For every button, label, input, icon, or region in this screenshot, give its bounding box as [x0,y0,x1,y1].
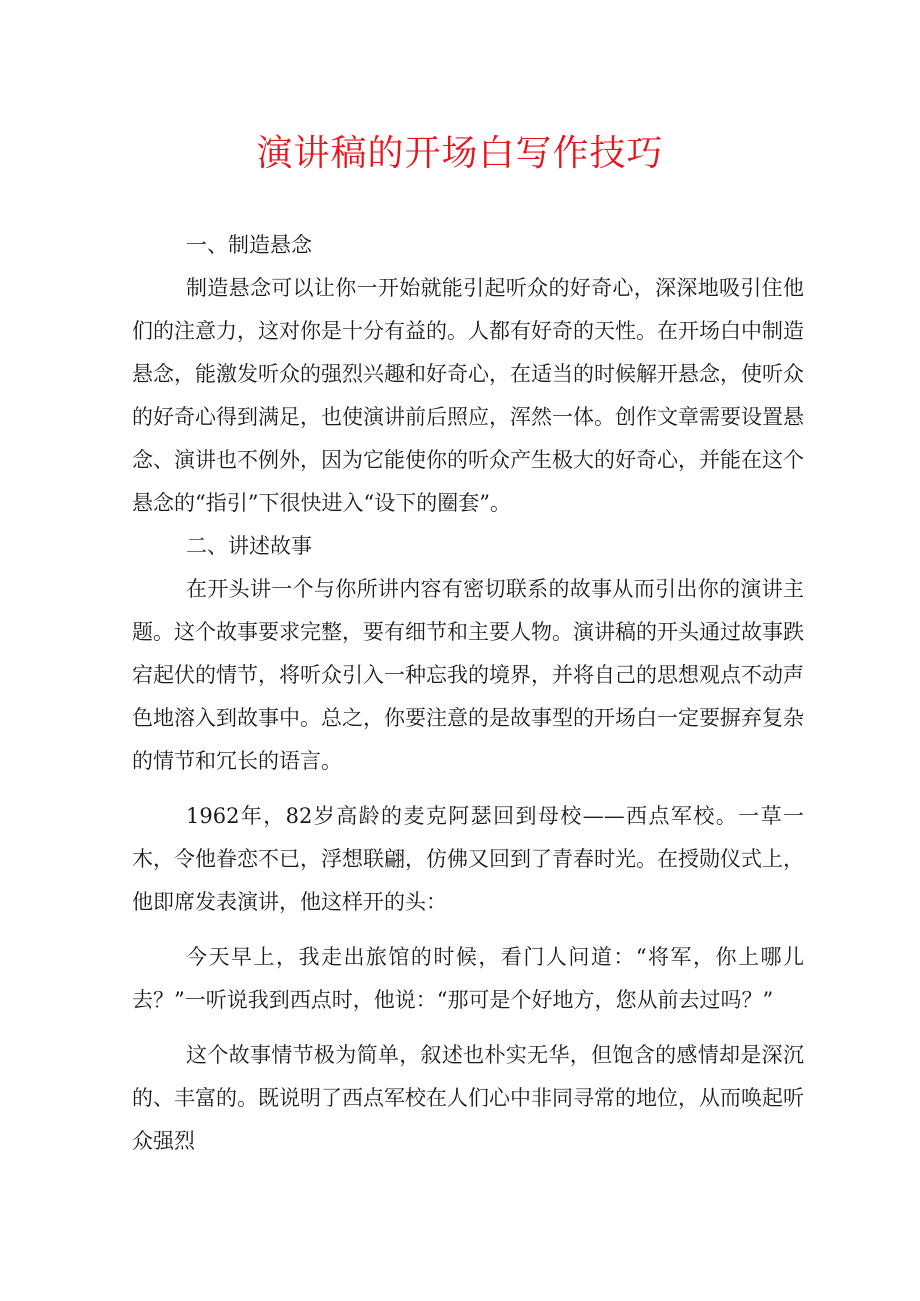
paragraph: 1962年，82岁高龄的麦克阿瑟回到母校——西点军校。一草一木，令他眷恋不已，浮想联翩，仿佛又回到了青春时光。在授勋仪式上，他即席发表演讲，他这样开的头： [132,804,804,914]
document-title: 演讲稿的开场白写作技巧 [256,133,664,174]
document-body [132,224,804,1163]
paragraph: 这个故事情节极为简单，叙述也朴实无华，但饱含的感情却是深沉的、丰富的。既说明了西点军校在人们心中非同寻常的地位，从而唤起听众强烈 [132,1043,804,1153]
section-heading: 一、制造悬念 [186,233,312,257]
section-heading: 二、讲述故事 [186,534,312,558]
paragraph: 在开头讲一个与你所讲内容有密切联系的故事从而引出你的演讲主题。这个故事要求完整，要有细节和主要人物。演讲稿的开头通过故事跌宕起伏的情节，将听众引入一种忘我的境界，并将自己的思想观点不动声色地溶入到故事中。总之，你要注意的是故事型的开场白一定要摒弃复杂的情节和冗长的语言。 [132,577,804,773]
paragraph: 今天早上，我走出旅馆的时候，看门人问道：“将军，你上哪儿去？”一听说我到西点时，他说：“那可是个好地方，您从前去过吗？” [132,945,804,1012]
paragraph: 制造悬念可以让你一开始就能引起听众的好奇心，深深地吸引住他们的注意力，这对你是十分有益的。人都有好奇的天性。在开场白中制造悬念，能激发听众的强烈兴趣和好奇心，在适当的时候解开悬念，使听众的好奇心得到满足，也使演讲前后照应，浑然一体。创作文章需要设置悬念、演讲也不例外，因为它能使你的听众产生极大的好奇心，并能在这个悬念的“指引”下很快进入“设下的圈套”。 [132,276,804,515]
